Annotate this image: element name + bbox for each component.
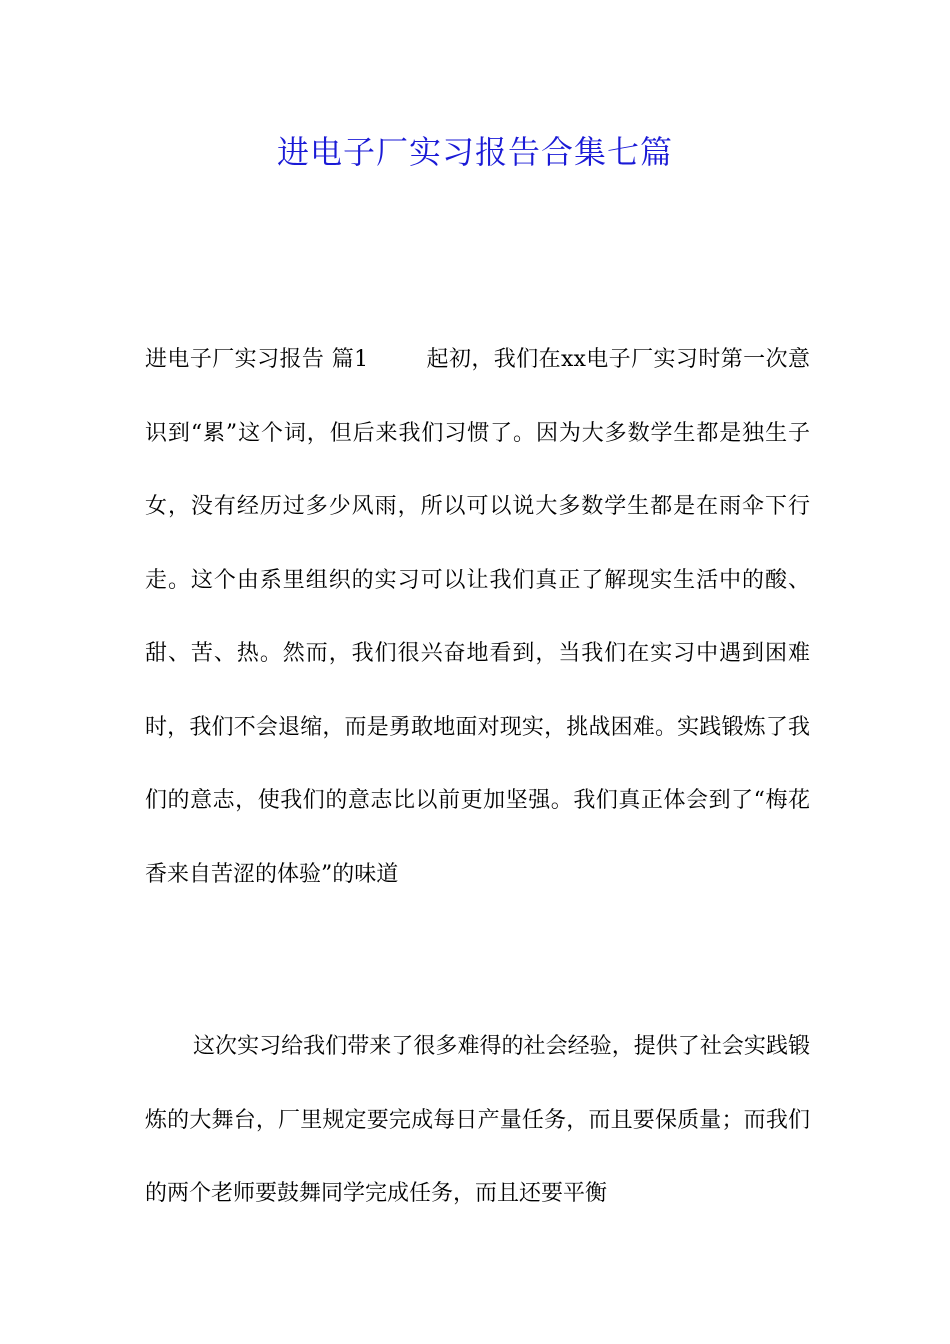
paragraph-1-text: 起初，我们在xx电子厂实习时第一次意识到“累”这个词，但后来我们习惯了。因为大多数学生都是独生子女，没有经历过多少风雨，所以可以说大多数学生都是在雨伞下行走。这个由系里组织的实习可以让我们真正了解现实生活中的酸、甜、苦、热。然而，我们很兴奋地看到，当我们在实习中遇到困难时，我们不会退缩，而是勇敢地面对现实，挑战困难。实践锻炼了我们的意志，使我们的意志比以前更加坚强。我们真正体会到了“梅花香来自苦涩的体验”的味道 [145, 347, 810, 887]
section-label: 进电子厂实习报告 篇1 [145, 347, 369, 372]
paragraph-1 [145, 323, 810, 911]
document-title: 进电子厂实习报告合集七篇 [276, 133, 673, 171]
paragraph-2: 这次实习给我们带来了很多难得的社会经验，提供了社会实践锻炼的大舞台，厂里规定要完成每日产量任务，而且要保质量；而我们的两个老师要鼓舞同学完成任务，而且还要平衡 [145, 1034, 810, 1206]
